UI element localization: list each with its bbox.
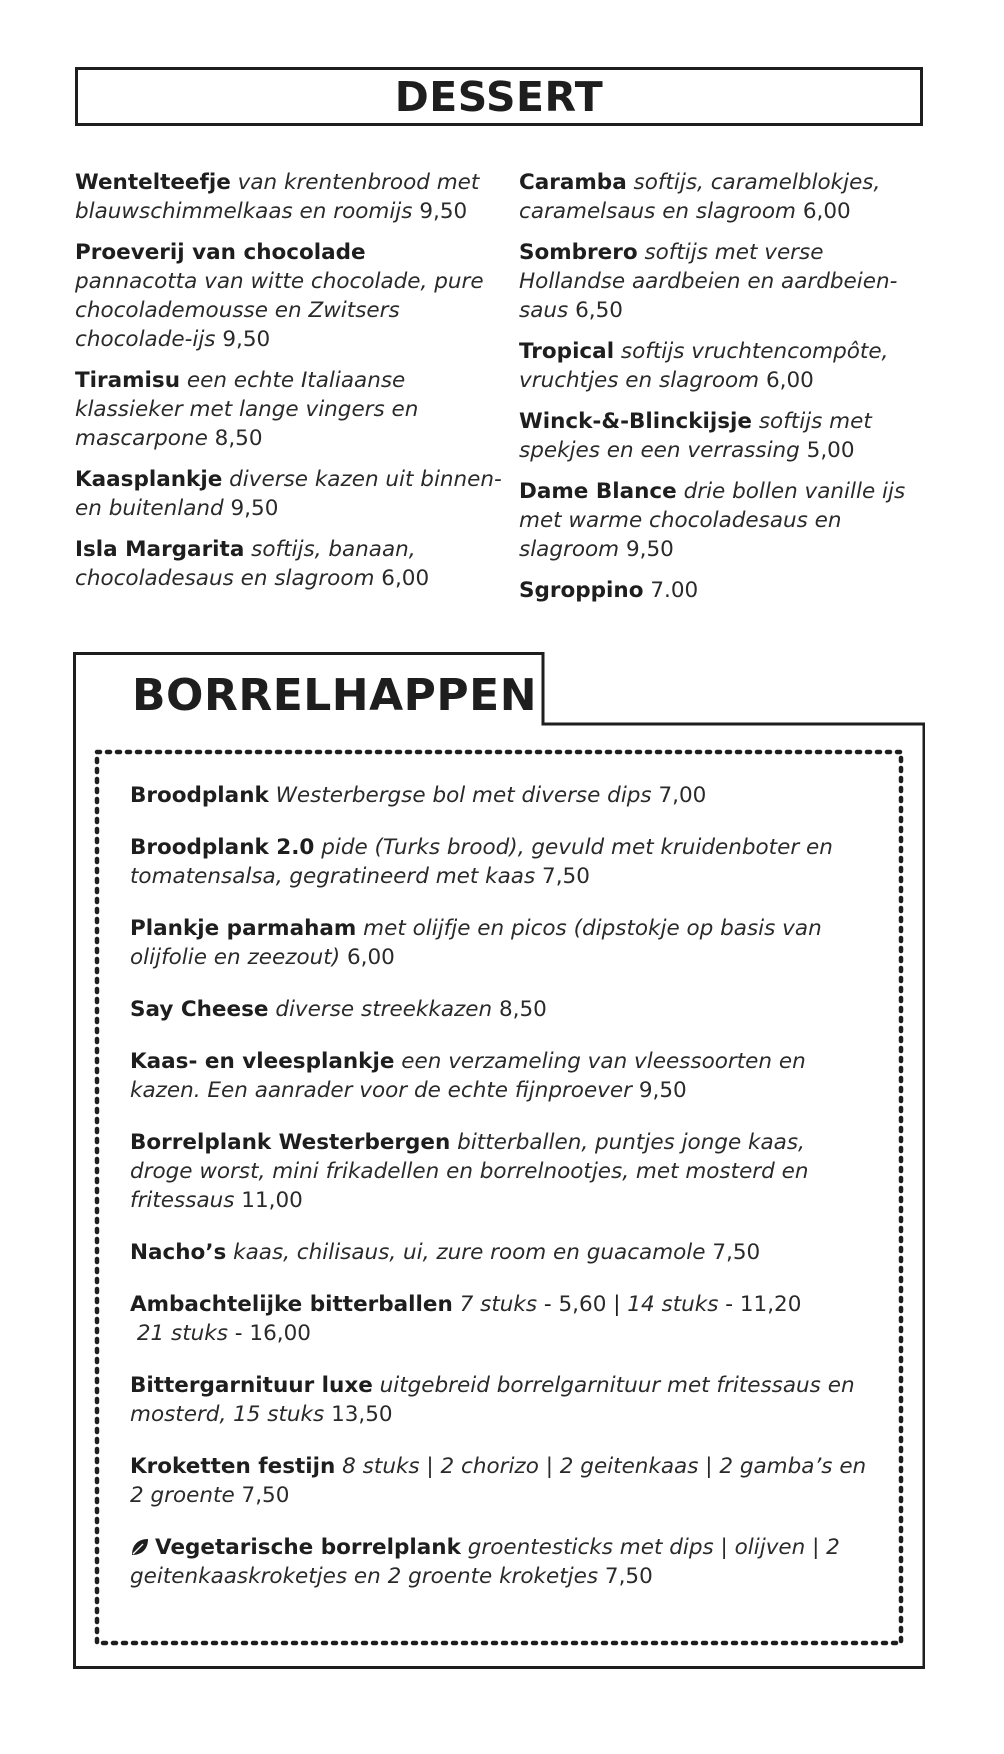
item-description: pannacotta van witte chocolade, pure chocolademousse en Zwitsers chocolade-ijs bbox=[75, 269, 484, 352]
item-price: 11,00 bbox=[241, 1188, 303, 1213]
item-description: pide (Turks brood), gevuld met kruidenboter en tomatensalsa, gegratineerd met kaas bbox=[130, 835, 833, 889]
item-name: Kaas- en vleesplankje bbox=[130, 1049, 395, 1074]
item-name: Caramba bbox=[519, 170, 627, 195]
item-price: 6,00 bbox=[381, 566, 430, 591]
item-name: Broodplank bbox=[130, 783, 269, 808]
option-quantity: 7 stuks bbox=[459, 1292, 538, 1317]
item-description: Westerbergse bol met diverse dips bbox=[275, 783, 652, 808]
item-price: 7,00 bbox=[658, 783, 707, 808]
item-price: 9,50 bbox=[222, 327, 271, 352]
menu-item bbox=[130, 781, 870, 810]
item-description: een verzameling van vleessoorten en kazen. Een aanrader voor de echte fijnproever bbox=[130, 1049, 806, 1103]
item-price: 5,00 bbox=[806, 438, 855, 463]
item-price: 9,50 bbox=[638, 1078, 687, 1103]
menu-item bbox=[130, 995, 870, 1024]
item-name: Kaasplankje bbox=[75, 467, 223, 492]
item-name: Sombrero bbox=[519, 240, 638, 265]
item-description: softijs vruchtencompôte, vruchtjes en slagroom bbox=[519, 339, 889, 393]
item-description: softijs met spekjes en een verrassing bbox=[519, 409, 872, 463]
item-description: uitgebreid borrelgarnituur met fritessaus en mosterd, 15 stuks bbox=[130, 1373, 855, 1427]
menu-item bbox=[519, 407, 924, 465]
item-price: 6,50 bbox=[575, 298, 623, 323]
item-name: Nacho’s bbox=[130, 1240, 227, 1265]
menu-item bbox=[75, 535, 505, 593]
item-price: 7,50 bbox=[712, 1240, 761, 1265]
menu-item: Ambachtelijke bitterballen 7 stuks - 5,60 | 14 stuks - 11,20 21 stuks - 16,00 bbox=[130, 1292, 802, 1346]
item-price: 7,50 bbox=[241, 1483, 290, 1508]
menu-item bbox=[130, 1452, 870, 1510]
item-price: 9,50 bbox=[230, 496, 279, 521]
menu-item bbox=[75, 465, 505, 523]
item-description: softijs, banaan, chocoladesaus en slagroom bbox=[75, 537, 416, 591]
menu-item bbox=[519, 576, 924, 605]
item-name: Tropical bbox=[519, 339, 615, 364]
item-name: Bittergarnituur luxe bbox=[130, 1373, 373, 1398]
menu-item bbox=[75, 366, 505, 453]
item-price: 6,00 bbox=[346, 945, 395, 970]
item-price: 9,50 bbox=[419, 199, 468, 224]
menu-item bbox=[130, 914, 870, 972]
item-name: Say Cheese bbox=[130, 997, 269, 1022]
item-price: 6,00 bbox=[765, 368, 814, 393]
item-price: 13,50 bbox=[331, 1402, 393, 1427]
option-price: 5,60 bbox=[558, 1292, 607, 1317]
borrelhappen-title: BORRELHAPPEN bbox=[132, 670, 538, 721]
item-name: Dame Blance bbox=[519, 479, 677, 504]
item-price: 8,50 bbox=[498, 997, 547, 1022]
item-description: drie bollen vanille ijs met warme chocoladesaus en slagroom bbox=[519, 479, 906, 562]
item-name: Isla Margarita bbox=[75, 537, 245, 562]
item-description: diverse kazen uit binnen- en buitenland bbox=[75, 467, 502, 521]
menu-item bbox=[130, 1128, 870, 1215]
item-name: Plankje parmaham bbox=[130, 916, 357, 941]
item-price: 6,00 bbox=[802, 199, 851, 224]
item-name: Kroketten festijn bbox=[130, 1454, 336, 1479]
dessert-column-left bbox=[75, 168, 505, 605]
item-description: diverse streekkazen bbox=[275, 997, 493, 1022]
menu-item bbox=[130, 1238, 870, 1267]
leaf-icon bbox=[130, 1537, 150, 1557]
item-name: Tiramisu bbox=[75, 368, 181, 393]
menu-item bbox=[519, 238, 924, 325]
item-price: 7,50 bbox=[604, 1564, 653, 1589]
item-description: softijs met verse Hollandse aardbeien en aardbeien-saus bbox=[519, 240, 898, 323]
menu-item bbox=[130, 1047, 870, 1105]
item-name: Broodplank 2.0 bbox=[130, 835, 315, 860]
item-description: een echte Italiaanse klassieker met lange vingers en mascarpone bbox=[75, 368, 419, 451]
item-name: Sgroppino bbox=[519, 578, 644, 603]
item-name: Proeverij van chocolade bbox=[75, 240, 366, 265]
item-name: Borrelplank Westerbergen bbox=[130, 1130, 451, 1155]
item-price: 7,50 bbox=[542, 864, 590, 889]
item-name: Winck-&-Blinckijsje bbox=[519, 409, 752, 434]
item-price: 9,50 bbox=[625, 537, 674, 562]
item-description: bitterballen, puntjes jonge kaas, droge worst, mini frikadellen en borrelnootjes, met mosterd en fritessaus bbox=[130, 1130, 809, 1213]
dessert-title: DESSERT bbox=[75, 67, 923, 126]
item-description: 8 stuks | 2 chorizo | 2 geitenkaas | 2 gamba’s en 2 groente bbox=[130, 1454, 867, 1508]
menu-item bbox=[75, 168, 505, 226]
menu-item bbox=[130, 1533, 870, 1591]
option-quantity: 14 stuks bbox=[627, 1292, 719, 1317]
menu-item bbox=[130, 1371, 870, 1429]
menu-item bbox=[519, 477, 924, 564]
item-price: 8,50 bbox=[214, 426, 263, 451]
menu-item bbox=[519, 168, 924, 226]
menu-item bbox=[130, 833, 870, 891]
item-price: 7.00 bbox=[650, 578, 699, 603]
option-quantity: 21 stuks bbox=[136, 1321, 228, 1346]
item-description: met olijfje en picos (dipstokje op basis van olijfolie en zeezout) bbox=[130, 916, 822, 970]
item-name: Wentelteefje bbox=[75, 170, 231, 195]
item-description: van krentenbrood met blauwschimmelkaas en roomijs bbox=[75, 170, 480, 224]
item-name: Vegetarische borrelplank bbox=[155, 1535, 461, 1560]
item-description: kaas, chilisaus, ui, zure room en guacamole bbox=[233, 1240, 706, 1265]
menu-item bbox=[75, 238, 505, 354]
item-description: groentesticks met dips | olijven | 2 geitenkaaskroketjes en 2 groente kroketjes bbox=[130, 1535, 840, 1589]
option-price: 16,00 bbox=[249, 1321, 311, 1346]
item-name: Ambachtelijke bitterballen bbox=[130, 1292, 453, 1317]
option-price: 11,20 bbox=[739, 1292, 802, 1317]
menu-item bbox=[519, 337, 924, 395]
borrelhappen-list bbox=[130, 781, 870, 1614]
item-description: softijs, caramelblokjes, caramelsaus en slagroom bbox=[519, 170, 881, 224]
dessert-column-right bbox=[519, 168, 924, 617]
